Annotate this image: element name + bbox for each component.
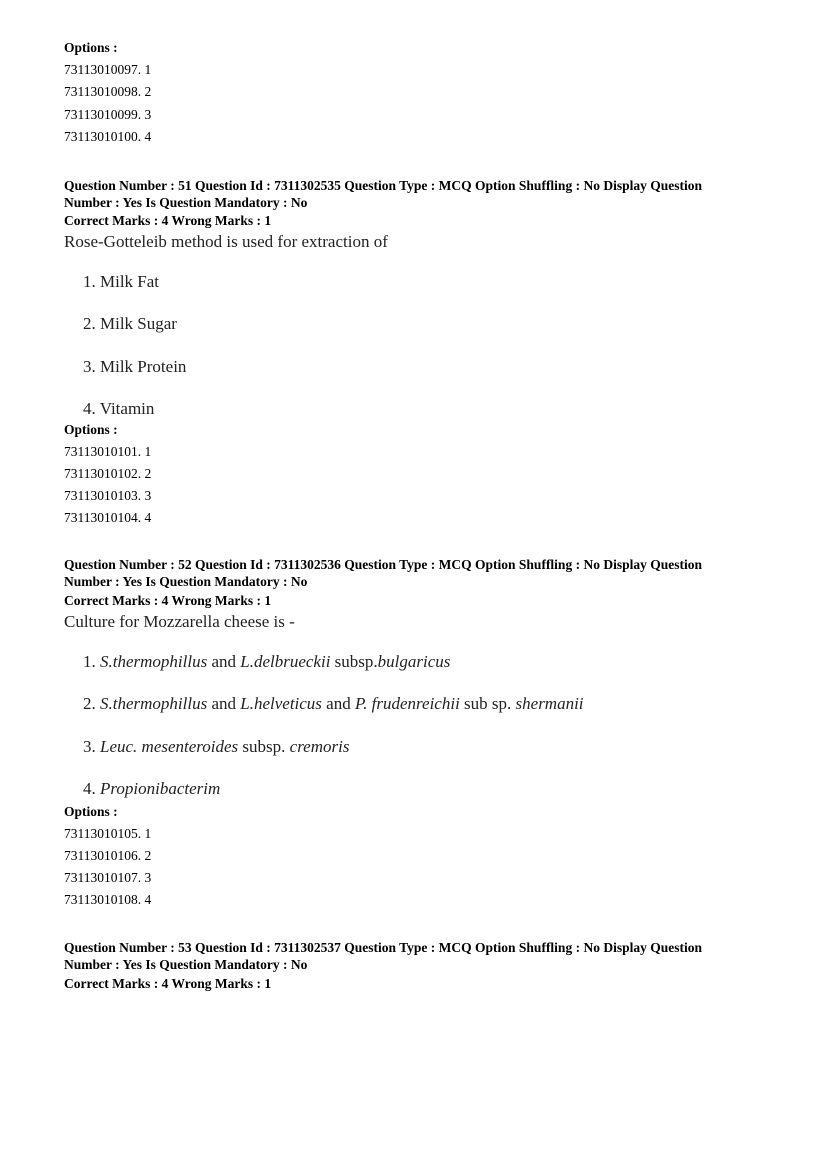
species-name: L.delbrueckii — [240, 652, 331, 671]
option-id: 73113010106. 2 — [64, 848, 152, 863]
question-marks: Correct Marks : 4 Wrong Marks : 1 — [64, 593, 272, 608]
choice-text: and — [207, 694, 241, 713]
species-name: bulgaricus — [377, 652, 451, 671]
species-name: Leuc. mesenteroides — [100, 737, 239, 756]
answer-choice — [83, 694, 584, 714]
choice-text: and — [207, 652, 241, 671]
options-label: Options : — [64, 804, 118, 819]
question-meta-line2: Number : Yes Is Question Mandatory : No — [64, 574, 308, 589]
answer-choice: 4. Vitamin — [83, 399, 155, 418]
question-marks: Correct Marks : 4 Wrong Marks : 1 — [64, 213, 272, 228]
question-marks: Correct Marks : 4 Wrong Marks : 1 — [64, 976, 272, 991]
species-name: cremoris — [289, 737, 350, 756]
question-meta-line2: Number : Yes Is Question Mandatory : No — [64, 957, 308, 972]
option-id: 73113010103. 3 — [64, 488, 152, 503]
choice-text: and — [321, 694, 355, 713]
option-id: 73113010107. 3 — [64, 870, 152, 885]
answer-choice: 3. Milk Protein — [83, 357, 187, 376]
option-id: 73113010102. 2 — [64, 466, 152, 481]
answer-choice — [83, 737, 349, 757]
option-id: 73113010097. 1 — [64, 62, 152, 77]
option-id: 73113010100. 4 — [64, 129, 152, 144]
species-name: S.thermophillus — [100, 652, 208, 671]
choice-text: subsp. — [238, 737, 290, 756]
answer-choice — [83, 652, 450, 672]
species-name: P. frudenreichii — [354, 694, 460, 713]
question-meta-line1: Question Number : 52 Question Id : 7311302536 Question Type : MCQ Option Shuffling : No Display Question — [64, 557, 702, 572]
question-meta-line2: Number : Yes Is Question Mandatory : No — [64, 195, 308, 210]
question-meta — [64, 556, 774, 590]
species-name: Propionibacterim — [100, 779, 221, 798]
question-meta — [64, 177, 774, 211]
species-name: L.helveticus — [240, 694, 322, 713]
options-label: Options : — [64, 422, 118, 437]
option-id: 73113010101. 1 — [64, 444, 152, 459]
species-name: S.thermophillus — [100, 694, 208, 713]
answer-choice — [83, 779, 220, 799]
choice-text: subsp. — [330, 652, 378, 671]
question-stem: Culture for Mozzarella cheese is - — [64, 612, 295, 631]
option-id: 73113010099. 3 — [64, 107, 152, 122]
choice-text: sub sp. — [459, 694, 516, 713]
question-stem: Rose-Gotteleib method is used for extraction of — [64, 232, 388, 251]
option-id: 73113010108. 4 — [64, 892, 152, 907]
answer-choice: 2. Milk Sugar — [83, 314, 177, 333]
option-id: 73113010104. 4 — [64, 510, 152, 525]
question-meta — [64, 939, 774, 973]
choice-number: 2. — [83, 694, 100, 713]
option-id: 73113010098. 2 — [64, 84, 152, 99]
choice-number: 4. — [83, 779, 100, 798]
option-id: 73113010105. 1 — [64, 826, 152, 841]
choice-number: 3. — [83, 737, 100, 756]
options-label: Options : — [64, 40, 118, 55]
species-name: shermanii — [515, 694, 584, 713]
question-meta-line1: Question Number : 53 Question Id : 7311302537 Question Type : MCQ Option Shuffling : No Display Question — [64, 940, 702, 955]
choice-number: 1. — [83, 652, 100, 671]
question-meta-line1: Question Number : 51 Question Id : 7311302535 Question Type : MCQ Option Shuffling : No Display Question — [64, 178, 702, 193]
answer-choice: 1. Milk Fat — [83, 272, 160, 291]
